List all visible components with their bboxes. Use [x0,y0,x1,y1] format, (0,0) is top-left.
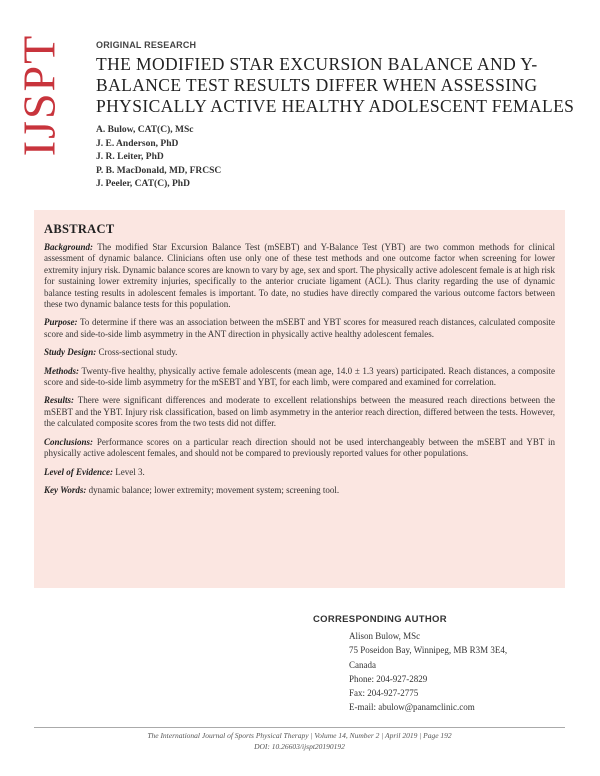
abstract-level-of-evidence [44,467,555,478]
author-item: J. Peeler, CAT(C), PhD [96,179,190,189]
corresponding-author-fax: Fax: 204-927-2775 [349,688,419,699]
corresponding-author [313,614,573,715]
section-label: ORIGINAL RESEARCH [96,40,197,50]
abstract-purpose [44,317,555,340]
footer-citation: The International Journal of Sports Physical Therapy | Volume 14, Number 2 | April 2019 | Page 192 [147,731,452,740]
abstract-label: Key Words: [44,484,87,495]
abstract-key-words [44,485,555,496]
corresponding-author-address: 75 Poseidon Bay, Winnipeg, MB R3M 3E4, [349,645,508,656]
abstract-study-design [44,347,555,358]
author-item: A. Bulow, CAT(C), MSc [96,125,194,135]
abstract-box [34,210,565,588]
article-header [96,40,576,192]
abstract-label: Methods: [44,365,80,376]
author-item: J. R. Leiter, PhD [96,152,164,162]
abstract-text: Performance scores on a particular reach direction should not be used interchangeably between the mSEBT and YBT in physically active adolescent females, and should not be compared to previously reported values for other populations. [44,436,556,459]
abstract-heading: ABSTRACT [44,222,115,236]
corresponding-author-phone: Phone: 204-927-2829 [349,673,428,684]
journal-logo [10,33,68,157]
author-list [96,124,576,192]
abstract-text: Twenty-five healthy, physically active female adolescents (mean age, 14.0 ± 1.3 years) participated. Reach distances, a composite score and side-to-side limb asymmetry for the mSEBT and YBT, for each limb, were compared and examined for correlation. [44,365,556,388]
journal-logo-text: IJSPT [13,33,65,157]
abstract-text: dynamic balance; lower extremity; movement system; screening tool. [88,484,340,495]
corresponding-author-heading: CORRESPONDING AUTHOR [313,614,447,625]
page-footer [34,730,565,752]
abstract-label: Level of Evidence: [44,466,113,477]
abstract-text: The modified Star Excursion Balance Test (mSEBT) and Y-Balance Test (YBT) are two common methods for clinical assessment of dynamic balance. Clinicians often use only one of these test methods and one outcome factor when screening for lower extremity injury risk. Dynamic balance scores are known to vary by age, sex and sport. The physically active adolescent female is at high risk for sustaining lower extremity injuries, specifically to the anterior cruciate ligament (ACL). Thus clarity regarding the use of dynamic balance testing results in adolescent females is important. To date, no studies have directly compared the various outcome factors between these two dynamic balance tests for this population. [44,242,555,310]
author-item: P. B. MacDonald, MD, FRCSC [96,165,222,176]
abstract-label: Study Design: [44,347,97,358]
abstract-label: Conclusions: [44,436,94,447]
abstract-text: Level 3. [115,466,145,477]
abstract-methods [44,366,555,389]
corresponding-author-name: Alison Bulow, MSc [349,631,421,641]
abstract-text: Cross-sectional study. [98,347,178,358]
author-item: J. E. Anderson, PhD [96,138,179,149]
corresponding-author-country: Canada [349,659,376,670]
abstract-label: Background: [44,242,94,252]
abstract-text: To determine if there was an association between the mSEBT and YBT scores for measured reach distances, calculated composite score and side-to-side limb asymmetry in the ANT direction in physically active healthy adolescent females. [44,317,556,339]
abstract-background [44,242,555,310]
abstract-label: Purpose: [44,317,78,328]
abstract-results [44,395,555,429]
footer-divider [34,727,565,728]
article-title: THE MODIFIED STAR EXCURSION BALANCE AND Y-BALANCE TEST RESULTS DIFFER WHEN ASSESSING PHYSICALLY ACTIVE HEALTHY ADOLESCENT FEMALES [96,54,575,116]
abstract-conclusions [44,437,555,460]
abstract-label: Results: [44,395,75,406]
footer-doi[interactable]: DOI: 10.26603/ijspt20190192 [254,742,345,751]
corresponding-author-email[interactable]: E-mail: abulow@panamclinic.com [349,702,475,713]
abstract-text: There were significant differences and moderate to excellent relationships between the measured reach directions between the mSEBT and the YBT. Injury risk classification, based on limb asymmetry in the anterior reach direction, differed between the tests. However, the calculated composite scores from the two tests did not differ. [44,395,555,429]
